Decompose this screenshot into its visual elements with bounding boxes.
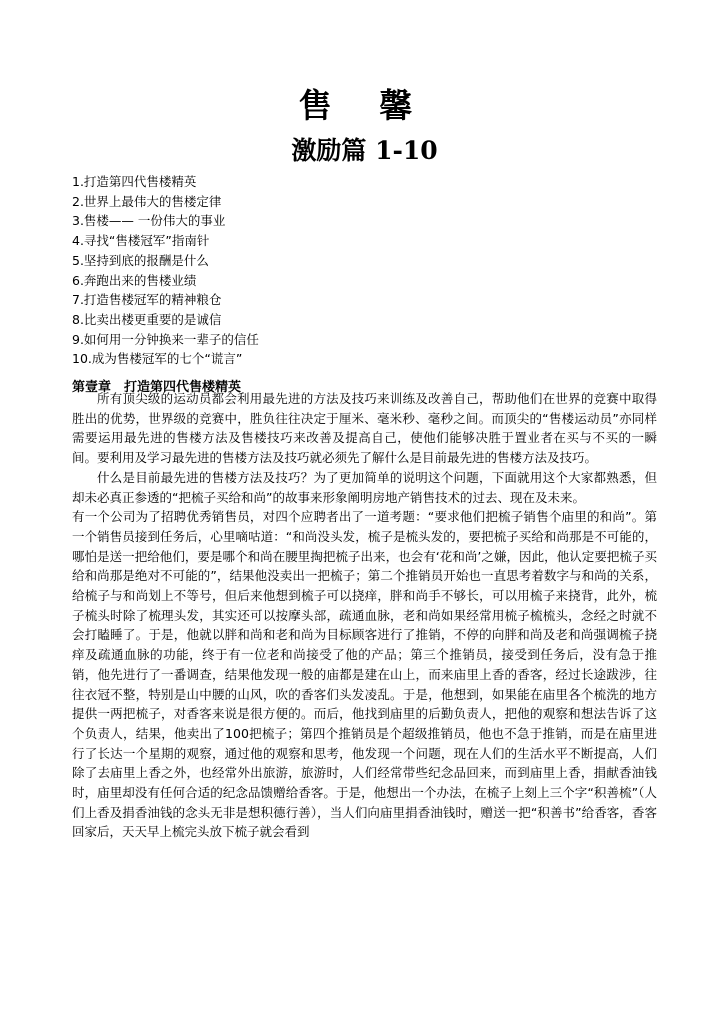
chapter-heading: 第壹章 打造第四代售楼精英: [72, 380, 242, 395]
toc-item: 8.比卖出楼更重要的是诚信: [72, 311, 222, 327]
table-of-contents: [72, 172, 259, 369]
toc-item: 5.坚持到底的报酬是什么: [72, 252, 209, 268]
toc-item: 9.如何用一分钟换来一辈子的信任: [72, 331, 259, 347]
toc-item: 3.售楼—— 一份伟大的事业: [72, 213, 226, 229]
document-subtitle: 激励篇 1-10: [291, 136, 438, 165]
paragraph: 有一个公司为了招聘优秀销售员，对四个应聘者出了一道考题：“要求他们把梳子销售个庙里的和尚”。第一个销售员接到任务后，心里嘀咕道：“和尚没头发，梳子是梳头发的，要把梳子买给和尚那是不可能的，哪怕是送一把给他们，要是哪个和尚在腰里掏把梳子出来，也会有‘花和尚’之嫌，因此，他认定要把梳子买给和尚那是绝对不可能的”，结果他没卖出一把梳子；第二个推销员开始也一直思考着数字与和尚的关系，给梳子与和尚划上不等号，但后来他想到梳子可以挠痒，胖和尚手不够长，可以用梳子来挠背，此外，梳子梳头时除了梳理头发，其实还可以按摩头部，疏通血脉，老和尚如果经常用梳子梳梳头，念经之时就不会打瞌睡了。于是，他就以胖和尚和老和尚为目标顾客进行了推销，不停的向胖和尚及老和尚强调梳子挠痒及疏通血脉的功能，终于有一位老和尚接受了他的产品；第三个推销员，接受到任务后，没有急于推销，他先进行了一番调查，结果他发现一般的庙都是建在山上，而来庙里上香的香客，经过长途跋涉，往往衣冠不整，特别是山中腰的山风，吹的香客们头发凌乱。于是，他想到，如果能在庙里各个梳洗的地方提供一两把梳子，对香客来说是很方便的。而后，他找到庙里的后勤负责人，把他的观察和想法告诉了这个负责人，结果，他卖出了100把梳子；第四个推销员是个超级推销员，他也不急于推销，而是在庙里进行了长达一个星期的观察，通过他的观察和思考，他发现一个问题，现在人们的生活水平不断提高，人们除了去庙里上香之外，也经常外出旅游，旅游时，人们经常带些纪念品回来，而到庙里上香，捐献香油钱时，庙里却没有任何合适的纪念品馈赠给香客。于是，他想出一个办法，在梳子上刻上三个字“积善梳”（人们上香及捐香油钱的念头无非是想积德行善），当人们向庙里捐香油钱时，赠送一把“积善书”给香客，香客回家后，天天早上梳完头放下梳子就会看到: [72, 509, 657, 840]
chapter-body: [72, 389, 657, 842]
toc-item: 10.成为售楼冠军的七个“谎言”: [72, 351, 243, 367]
paragraph: 什么是目前最先进的售楼方法及技巧？为了更加简单的说明这个问题，下面就用这个大家都熟悉，但却未必真正参透的“把梳子买给和尚”的故事来形象阐明房地产销售技术的过去、现在及未来。: [72, 469, 657, 505]
toc-item: 2.世界上最伟大的售楼定律: [72, 193, 222, 209]
toc-item: 7.打造售楼冠军的精神粮仓: [72, 292, 222, 308]
document-title: 售 馨: [298, 86, 431, 125]
toc-item: 6.奔跑出来的售楼业绩: [72, 272, 197, 288]
toc-item: 1.打造第四代售楼精英: [72, 174, 197, 189]
paragraph: 所有顶尖级的运动员都会利用最先进的方法及技巧来训练及改善自己，帮助他们在世界的竞赛中取得胜出的优势，世界级的竞赛中，胜负往往决定于厘米、毫米秒、毫秒之间。而顶尖的“售楼运动员”亦同样需要运用最先进的售楼方法及售楼技巧来改善及提高自己，使他们能够决胜于置业者在买与不买的一瞬间。要利用及学习最先进的售楼方法及技巧就必须先了解什么是目前最先进的售楼方法及技巧。: [72, 391, 657, 466]
toc-item: 4.寻找“售楼冠军”指南针: [72, 233, 210, 249]
